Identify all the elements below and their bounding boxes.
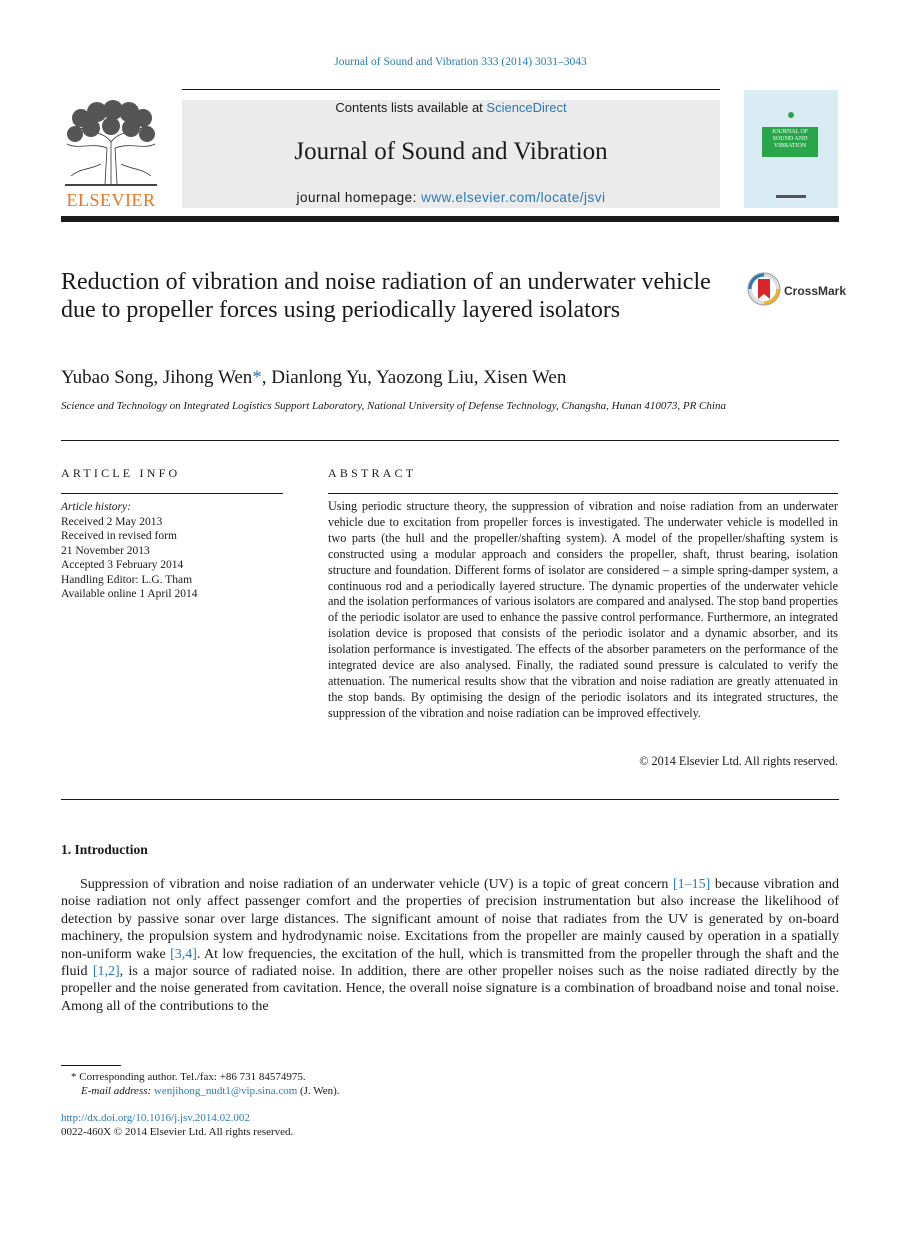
author-list (61, 367, 566, 389)
homepage-line (182, 190, 720, 205)
affiliation-rule (61, 440, 839, 441)
header-top-rule (182, 89, 720, 90)
footnote-star: * (71, 1071, 77, 1083)
reference-link[interactable]: [1–15] (672, 877, 711, 892)
issn-line: 0022-460X © 2014 Elsevier Ltd. All rights reserved. (61, 1126, 294, 1138)
history-item: Available online 1 April 2014 (61, 588, 198, 600)
history-item: 21 November 2013 (61, 544, 150, 557)
cover-emblem-icon (788, 112, 794, 118)
crossmark-badge[interactable] (746, 271, 847, 312)
cover-publisher-logo-icon (766, 192, 816, 202)
history-item: Received in revised form (61, 530, 177, 542)
article-title: Reduction of vibration and noise radiation of an underwater vehicle due to propeller forces using periodically layered isolators (61, 269, 711, 323)
history-heading: Article history: (61, 501, 131, 513)
crossmark-icon (746, 271, 782, 307)
journal-banner (182, 100, 720, 208)
corresponding-author-note (61, 1070, 761, 1084)
article-info-heading: ARTICLE INFO (61, 466, 181, 480)
sciencedirect-link[interactable]: ScienceDirect (486, 100, 567, 115)
doi-link[interactable]: http://dx.doi.org/10.1016/j.jsv.2014.02.002 (61, 1112, 250, 1124)
intro-text: , is a major source of radiated noise. In addition, there are other propeller noises such as the noise radiated directly by the propeller and the noise generated from cavitation. Hence, the overall noise signature is a combination of broadband noise and tonal noise. Among all of the contributions to the (61, 964, 839, 1014)
introduction-paragraph (61, 876, 839, 1015)
affiliation: Science and Technology on Integrated Logistics Support Laboratory, National University of Defense Technology, Changsha, Hunan 410073, PR China (61, 400, 726, 412)
intro-text: . At low frequencies, the excitation of the hull, which is transmitted from the propeller through the shaft and the fluid (61, 946, 839, 980)
crossmark-label: CrossMark (784, 284, 847, 298)
footnote-rule (61, 1065, 121, 1066)
contents-line (182, 100, 720, 115)
abstract-bottom-rule (61, 799, 839, 800)
corresponding-author-mark[interactable]: * (252, 367, 262, 388)
cover-title: JOURNAL OF SOUND AND VIBRATION (762, 127, 818, 157)
authors-rest[interactable]: , Dianlong Yu, Yaozong Liu, Xisen Wen (261, 367, 567, 388)
footnote (61, 1070, 761, 1098)
contents-prefix: Contents lists available at (335, 100, 487, 115)
reference-link[interactable]: [3,4] (170, 946, 197, 962)
reference-link[interactable]: [1,2] (92, 964, 120, 980)
footnote-contact: Corresponding author. Tel./fax: +86 731 84574975. (76, 1071, 306, 1083)
elsevier-wordmark: ELSEVIER (66, 190, 156, 210)
email-label: E-mail address: (81, 1085, 154, 1097)
email-link[interactable]: wenjihong_nudt1@vip.sina.com (153, 1085, 298, 1097)
abstract-copyright: © 2014 Elsevier Ltd. All rights reserved. (639, 754, 838, 768)
abstract-text: Using periodic structure theory, the suppression of vibration and noise radiation from an underwater vehicle due to excitation from propeller forces is investigated. The underwater vehicle is modelled in two parts (the hull and the propeller/shafting system). A model of the propeller/shafting system is constructed using a modular approach and considers the propeller, shaft, thrust bearing, isolation structure and foundation. Different forms of isolator are considered – a simple spring-damper system, a continuous rod and a periodically layered structure. The dynamic properties of the underwater vehicle and the isolation performances of various isolators are compared and analysed. The stop band properties of the periodic isolator are used to enhance the passive control performance. Furthermore, an integrated isolation device is proposed that consists of the periodic isolator and a dynamic absorber, and its isolation performance is investigated. The effects of the absorber parameters on the performance of the integrated device are also analysed. Finally, the radiated sound pressure is calculated to verify the attenuation. The numerical results show that the vibration and noise radiation are greatly attenuated in the stop bands. By optimising the design of the periodic isolators and its integrated structures, the suppression of the vibration and noise radiation can be improved effectively. (328, 499, 838, 720)
authors-first[interactable]: Yubao Song, Jihong Wen (61, 367, 253, 388)
doi-block (61, 1111, 293, 1139)
journal-citation[interactable]: Journal of Sound and Vibration 333 (2014) 3031–3043 (334, 56, 587, 68)
article-info-rule (61, 493, 283, 494)
abstract-heading: ABSTRACT (328, 466, 417, 480)
history-item: Accepted 3 February 2014 (61, 559, 184, 571)
homepage-link[interactable]: www.elsevier.com/locate/jsvi (421, 190, 606, 205)
intro-text: Suppression of vibration and noise radiation of an underwater vehicle (UV) is a topic of great concern (80, 877, 673, 892)
email-suffix: (J. Wen). (297, 1085, 340, 1097)
header-thick-rule (61, 216, 839, 222)
introduction-heading: 1. Introduction (61, 842, 148, 857)
cover-publisher-mark (766, 192, 816, 202)
intro-text: because vibration and noise radiation not only affect passenger comfort and the properties of precision instrumentation but also increase the likelihood of detection by passive sonar over large distances. The significant amount of noise that radiates from the UV is generated by on-board machinery, the propulsion system and hydrodynamic noise. Excitations from the propeller are mainly caused by operation in a spatially non-uniform wake (61, 877, 839, 962)
history-item: Handling Editor: L.G. Tham (61, 573, 193, 586)
article-history (61, 500, 197, 602)
email-note (61, 1084, 761, 1098)
abstract-rule (328, 493, 838, 494)
journal-cover-thumbnail[interactable] (744, 90, 838, 208)
journal-title[interactable]: Journal of Sound and Vibration (294, 138, 608, 165)
history-item: Received 2 May 2013 (61, 515, 163, 528)
homepage-prefix: journal homepage: (296, 190, 422, 205)
elsevier-logo[interactable] (61, 98, 161, 210)
